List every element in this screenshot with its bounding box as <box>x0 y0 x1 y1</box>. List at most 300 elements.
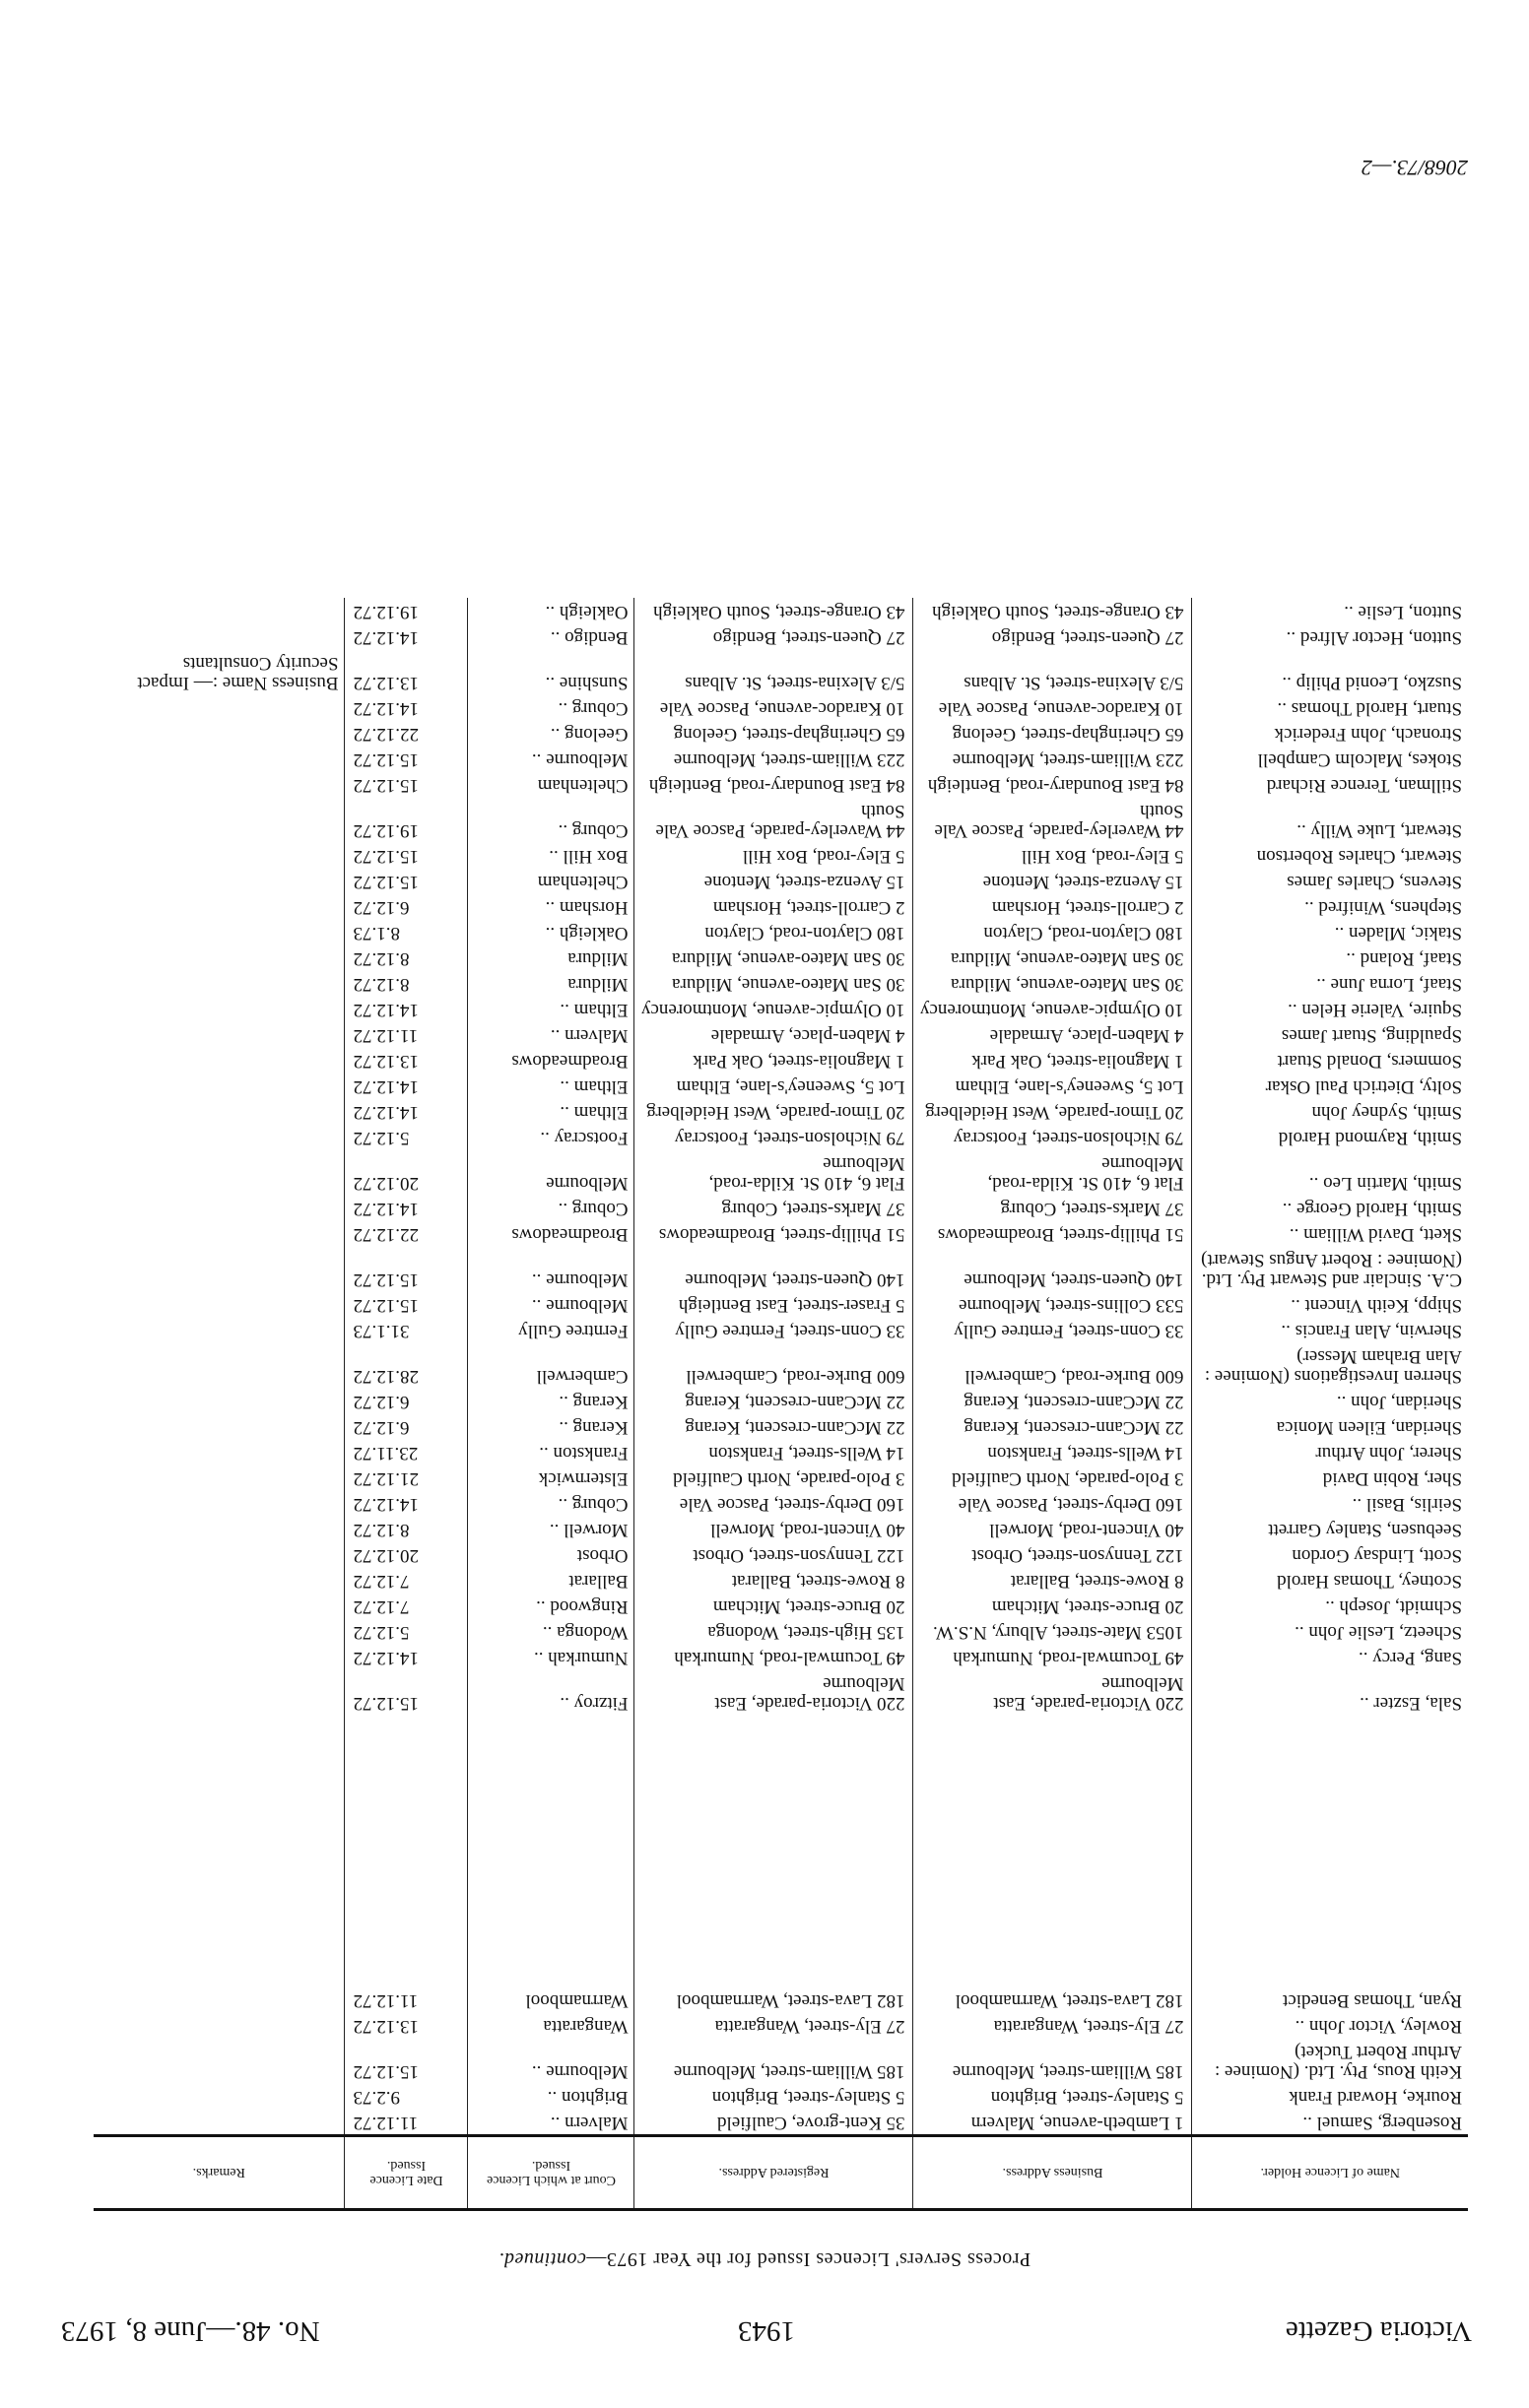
licence-holder-name: Sherren Investigations (Nominee : Alan Braham Messer) <box>1204 1346 1462 1387</box>
registered-address: 5 Stanley-street, Brighton <box>634 2083 913 2109</box>
print-reference: 2068/73.—2 <box>1361 156 1468 180</box>
table-row <box>94 893 1468 919</box>
remarks <box>94 1490 345 1516</box>
registered-address: 140 Queen-street, Melbourne <box>634 1246 913 1291</box>
court: Coburg .. <box>468 1195 634 1220</box>
licence-holder-name: Stewart, Charles Robertson <box>1256 846 1462 867</box>
licence-holder-name: Suszko, Leonid Philip .. <box>1282 673 1462 693</box>
remarks <box>94 797 345 842</box>
registered-address: 43 Orange-street, South Oakleigh <box>634 598 913 623</box>
table-row <box>94 919 1468 944</box>
table-row <box>94 2038 1468 2083</box>
table-row <box>94 842 1468 868</box>
table-row <box>94 1464 1468 1490</box>
registered-address: 160 Derby-street, Pascoe Vale <box>634 1490 913 1516</box>
registered-address: 122 Tennyson-street, Orbost <box>634 1541 913 1567</box>
spacer-row <box>94 1715 1468 1986</box>
date-issued: 14.12.72 <box>345 1644 468 1669</box>
court: Sunshine .. <box>468 649 634 694</box>
table-row <box>94 2012 1468 2038</box>
col-registered-address: Registered Address. <box>634 2136 913 2210</box>
registered-address: 22 McCann-crescent, Kerang <box>634 1413 913 1439</box>
business-address: 22 McCann-crescent, Kerang <box>913 1413 1192 1439</box>
licence-holder-name: Staaf, Roland .. <box>1346 948 1462 969</box>
registered-address: 30 San Mateo-avenue, Mildura <box>634 944 913 970</box>
remarks: Business Name :— Impact Security Consultants <box>94 649 345 694</box>
court: Oakleigh .. <box>468 598 634 623</box>
spacer-cell <box>913 1715 1192 1986</box>
col-business-address: Business Address. <box>913 2136 1192 2210</box>
licence-holder-name: Shipp, Keith Vincent .. <box>1291 1295 1462 1316</box>
licence-holder-name: Spaulding, Stuart James <box>1281 1025 1462 1046</box>
remarks <box>94 1644 345 1669</box>
court: Oakleigh .. <box>468 919 634 944</box>
court: Brighton .. <box>468 2083 634 2109</box>
date-issued: 28.12.72 <box>345 1342 468 1388</box>
remarks <box>94 1073 345 1098</box>
business-address: 33 Conn-street, Ferntree Gully <box>913 1317 1192 1342</box>
licence-holder-name: Ryan, Thomas Benedict <box>1283 1990 1462 2011</box>
remarks <box>94 1541 345 1567</box>
licence-holder-name: Keith Rous, Pty. Ltd. (Nominee : Arthur Robert Tucket) <box>1214 2042 1462 2082</box>
registered-address: 40 Vincent-road, Morwell <box>634 1516 913 1541</box>
date-issued: 22.12.72 <box>345 720 468 746</box>
date-issued: 6.12.72 <box>345 1413 468 1439</box>
date-issued: 11.12.72 <box>345 2109 468 2136</box>
remarks <box>94 1021 345 1047</box>
table-row <box>94 1098 1468 1124</box>
court: Broadmeadows <box>468 1220 634 1246</box>
table-row <box>94 1317 1468 1342</box>
date-issued: 14.12.72 <box>345 996 468 1021</box>
remarks <box>94 2109 345 2136</box>
registered-address: 14 Wells-street, Frankston <box>634 1439 913 1464</box>
business-address: Flat 6, 410 St. Kilda-road, Melbourne <box>913 1149 1192 1195</box>
court: Cheltenham <box>468 868 634 893</box>
licence-holder-name: Sutton, Hector Alfred .. <box>1286 627 1462 648</box>
table-row <box>94 1124 1468 1149</box>
date-issued: 31.1.73 <box>345 1317 468 1342</box>
court: Box Hill .. <box>468 842 634 868</box>
remarks <box>94 1413 345 1439</box>
table-row <box>94 1439 1468 1464</box>
remarks <box>94 1593 345 1618</box>
licence-holder-name: Sala, Eszter .. <box>1360 1693 1462 1714</box>
date-issued: 15.12.72 <box>345 1291 468 1317</box>
date-issued: 14.12.72 <box>345 694 468 720</box>
court: Melbourne .. <box>468 2038 634 2083</box>
date-issued: 15.12.72 <box>345 1669 468 1715</box>
registered-address: 33 Conn-street, Ferntree Gully <box>634 1317 913 1342</box>
licence-holder-name: Stevens, Charles James <box>1287 872 1462 892</box>
business-address: 223 William-street, Melbourne <box>913 746 1192 771</box>
table-row <box>94 797 1468 842</box>
licence-holder-name: Stillman, Terence Richard <box>1266 775 1462 796</box>
date-issued: 14.12.72 <box>345 623 468 649</box>
court: Orbost <box>468 1541 634 1567</box>
table-row <box>94 1195 1468 1220</box>
remarks <box>94 1098 345 1124</box>
court: Wodonga .. <box>468 1618 634 1644</box>
remarks <box>94 2038 345 2083</box>
table-row <box>94 1073 1468 1098</box>
table-row <box>94 868 1468 893</box>
date-issued: 19.12.72 <box>345 797 468 842</box>
remarks <box>94 1464 345 1490</box>
licence-holder-name: Smith, Sydney John <box>1311 1102 1462 1123</box>
remarks <box>94 1149 345 1195</box>
court: Warrnambool <box>468 1986 634 2012</box>
registered-address: 2 Carroll-street, Horsham <box>634 893 913 919</box>
date-issued: 15.12.72 <box>345 771 468 797</box>
business-address: 22 McCann-crescent, Kerang <box>913 1388 1192 1413</box>
registered-address: 20 Timor-parade, West Heidelberg <box>634 1098 913 1124</box>
table-row <box>94 623 1468 649</box>
remarks <box>94 1669 345 1715</box>
date-issued: 9.2.73 <box>345 2083 468 2109</box>
remarks <box>94 1124 345 1149</box>
court: Footscray .. <box>468 1124 634 1149</box>
remarks <box>94 2083 345 2109</box>
business-address: 30 San Mateo-avenue, Mildura <box>913 944 1192 970</box>
court: Numurkah .. <box>468 1644 634 1669</box>
registered-address: 22 McCann-crescent, Kerang <box>634 1388 913 1413</box>
court: Eltham .. <box>468 1098 634 1124</box>
business-address: 5 Eley-road, Box Hill <box>913 842 1192 868</box>
remarks <box>94 623 345 649</box>
table-row <box>94 1986 1468 2012</box>
remarks <box>94 1388 345 1413</box>
business-address: Lot 5, Sweeney's-lane, Eltham <box>913 1073 1192 1098</box>
business-address: 182 Lava-street, Warrnambool <box>913 1986 1192 2012</box>
registered-address: 185 William-street, Melbourne <box>634 2038 913 2083</box>
remarks <box>94 842 345 868</box>
business-address: 20 Timor-parade, West Heidelberg <box>913 1098 1192 1124</box>
remarks <box>94 598 345 623</box>
remarks <box>94 720 345 746</box>
date-issued: 20.12.72 <box>345 1541 468 1567</box>
date-issued: 15.12.72 <box>345 2038 468 2083</box>
remarks <box>94 893 345 919</box>
licence-holder-name: Seirlis, Basil .. <box>1352 1494 1462 1515</box>
date-issued: 8.1.73 <box>345 919 468 944</box>
registered-address: 5 Eley-road, Box Hill <box>634 842 913 868</box>
date-issued: 5.12.72 <box>345 1124 468 1149</box>
remarks <box>94 1439 345 1464</box>
date-issued: 19.12.72 <box>345 598 468 623</box>
registered-address: 35 Kent-grove, Caulfield <box>634 2109 913 2136</box>
court: Kerang .. <box>468 1413 634 1439</box>
business-address: 84 East Boundary-road, Bentleigh <box>913 771 1192 797</box>
court: Cheltenham <box>468 771 634 797</box>
court: Frankston .. <box>468 1439 634 1464</box>
table-row <box>94 1644 1468 1669</box>
table-row <box>94 1618 1468 1644</box>
spacer-cell <box>468 1715 634 1986</box>
business-address: 5 Stanley-street, Brighton <box>913 2083 1192 2109</box>
date-issued: 14.12.72 <box>345 1073 468 1098</box>
date-issued: 5.12.72 <box>345 1618 468 1644</box>
table-row <box>94 1342 1468 1388</box>
date-issued: 15.12.72 <box>345 842 468 868</box>
masthead <box>61 2308 1472 2347</box>
date-issued: 14.12.72 <box>345 1195 468 1220</box>
court: Ballarat <box>468 1567 634 1593</box>
business-address: 79 Nicholson-street, Footscray <box>913 1124 1192 1149</box>
col-name: Name of Licence Holder. <box>1192 2136 1468 2210</box>
business-address: 65 Gheringhap-street, Geelong <box>913 720 1192 746</box>
remarks <box>94 1516 345 1541</box>
business-address: 14 Wells-street, Frankston <box>913 1439 1192 1464</box>
table-row <box>94 1541 1468 1567</box>
licence-holder-name: Stewart, Luke Willy .. <box>1296 820 1462 841</box>
registered-address: 49 Tocumwal-road, Numurkah <box>634 1644 913 1669</box>
table-row <box>94 1220 1468 1246</box>
business-address: 44 Waverley-parade, Pascoe Vale South <box>913 797 1192 842</box>
court: Ferntree Gully <box>468 1317 634 1342</box>
table-row <box>94 720 1468 746</box>
registered-address: 8 Rowe-street, Ballarat <box>634 1567 913 1593</box>
business-address: 185 William-street, Melbourne <box>913 2038 1192 2083</box>
date-issued: 15.12.72 <box>345 868 468 893</box>
table-row <box>94 1490 1468 1516</box>
date-issued: 13.12.72 <box>345 2012 468 2038</box>
spacer-cell <box>1192 1715 1468 1986</box>
date-issued: 6.12.72 <box>345 1388 468 1413</box>
licence-holder-name: Skett, David William .. <box>1289 1224 1462 1245</box>
remarks <box>94 2012 345 2038</box>
table-row <box>94 996 1468 1021</box>
registered-address: 20 Bruce-street, Mitcham <box>634 1593 913 1618</box>
court: Malvern .. <box>468 2109 634 2136</box>
court: Morwell .. <box>468 1516 634 1541</box>
business-address: 10 Karadoc-avenue, Pascoe Vale <box>913 694 1192 720</box>
date-issued: 11.12.72 <box>345 1986 468 2012</box>
registered-address: 44 Waverley-parade, Pascoe Vale South <box>634 797 913 842</box>
table-row <box>94 1413 1468 1439</box>
licence-holder-name: Rosenberg, Samuel .. <box>1302 2113 1462 2133</box>
court: Horsham .. <box>468 893 634 919</box>
date-issued: 15.12.72 <box>345 1246 468 1291</box>
registered-address: 30 San Mateo-avenue, Mildura <box>634 970 913 996</box>
remarks <box>94 771 345 797</box>
court: Camberwell <box>468 1342 634 1388</box>
licence-holder-name: Sherer, John Arthur <box>1315 1443 1462 1464</box>
date-issued: 20.12.72 <box>345 1149 468 1195</box>
licence-holder-name: Staaf, Lorna June .. <box>1316 974 1462 995</box>
date-issued: 23.11.72 <box>345 1439 468 1464</box>
remarks <box>94 694 345 720</box>
business-address: 533 Collins-street, Melbourne <box>913 1291 1192 1317</box>
remarks <box>94 1618 345 1644</box>
registered-address: 10 Karadoc-avenue, Pascoe Vale <box>634 694 913 720</box>
table-row <box>94 1047 1468 1073</box>
business-address: 15 Avenza-street, Mentone <box>913 868 1192 893</box>
business-address: 122 Tennyson-street, Orbost <box>913 1541 1192 1567</box>
court: Wangaratta <box>468 2012 634 2038</box>
date-issued: 6.12.72 <box>345 893 468 919</box>
court: Melbourne .. <box>468 746 634 771</box>
court: Kerang .. <box>468 1388 634 1413</box>
table-row <box>94 1516 1468 1541</box>
table-row <box>94 1246 1468 1291</box>
licence-holder-name: Scott, Lindsay Gordon <box>1292 1545 1462 1566</box>
date-issued: 22.12.72 <box>345 1220 468 1246</box>
date-issued: 7.12.72 <box>345 1567 468 1593</box>
table-row <box>94 1149 1468 1195</box>
licence-holder-name: Scotney, Thomas Harold <box>1277 1571 1462 1592</box>
court: Ringwood .. <box>468 1593 634 1618</box>
remarks <box>94 970 345 996</box>
date-issued: 7.12.72 <box>345 1593 468 1618</box>
licence-holder-name: Rourke, Howard Frank <box>1289 2087 1462 2108</box>
licence-holder-name: Rowley, Victor John .. <box>1295 2016 1462 2037</box>
date-issued: 21.12.72 <box>345 1464 468 1490</box>
registered-address: 27 Queen-street, Bendigo <box>634 623 913 649</box>
col-court: Court at which Licence Issued. <box>468 2136 634 2210</box>
registered-address: 220 Victoria-parade, East Melbourne <box>634 1669 913 1715</box>
table-row <box>94 1021 1468 1047</box>
registered-address: 79 Nicholson-street, Footscray <box>634 1124 913 1149</box>
licences-table <box>94 598 1468 2211</box>
table-row <box>94 1669 1468 1715</box>
spacer-cell <box>94 1715 345 1986</box>
date-issued: 8.12.72 <box>345 970 468 996</box>
court: Coburg .. <box>468 797 634 842</box>
table-row <box>94 944 1468 970</box>
licence-holder-name: Stephens, Winifred .. <box>1304 897 1462 918</box>
court: Mildura <box>468 970 634 996</box>
registered-address: 1 Magnolia-street, Oak Park <box>634 1047 913 1073</box>
table-row <box>94 771 1468 797</box>
business-address: 2 Carroll-street, Horsham <box>913 893 1192 919</box>
court: Coburg .. <box>468 1490 634 1516</box>
remarks <box>94 1195 345 1220</box>
title-continued: continued. <box>498 2248 586 2270</box>
business-address: 1 Lambeth-avenue, Malvern <box>913 2109 1192 2136</box>
licence-holder-name: Stakic, Mladen .. <box>1334 923 1462 944</box>
court: Bendigo .. <box>468 623 634 649</box>
date-issued: 8.12.72 <box>345 1516 468 1541</box>
business-address: 40 Vincent-road, Morwell <box>913 1516 1192 1541</box>
remarks <box>94 1567 345 1593</box>
table-title <box>0 2247 1529 2270</box>
remarks <box>94 1291 345 1317</box>
business-address: 49 Tocumwal-road, Numurkah <box>913 1644 1192 1669</box>
date-issued: 11.12.72 <box>345 1021 468 1047</box>
business-address: 220 Victoria-parade, East Melbourne <box>913 1669 1192 1715</box>
licence-holder-name: Seebusen, Stanley Garrett <box>1268 1520 1462 1540</box>
col-remarks: Remarks. <box>94 2136 345 2210</box>
licence-holder-name: Sommers, Donald Stuart <box>1277 1051 1462 1072</box>
remarks <box>94 1342 345 1388</box>
business-address: 8 Rowe-street, Ballarat <box>913 1567 1192 1593</box>
business-address: 600 Burke-road, Camberwell <box>913 1342 1192 1388</box>
business-address: 1 Magnolia-street, Oak Park <box>913 1047 1192 1073</box>
table-row <box>94 1593 1468 1618</box>
court: Eltham .. <box>468 996 634 1021</box>
date-issued: 14.12.72 <box>345 1098 468 1124</box>
table-row <box>94 2109 1468 2136</box>
business-address: 27 Queen-street, Bendigo <box>913 623 1192 649</box>
licence-holder-name: Sherwin, Alan Francis .. <box>1281 1321 1462 1341</box>
remarks <box>94 1220 345 1246</box>
licence-holder-name: Sheridan, Eileen Monica <box>1276 1417 1462 1438</box>
business-address: 27 Ely-street, Wangaratta <box>913 2012 1192 2038</box>
registered-address: 180 Clayton-road, Clayton <box>634 919 913 944</box>
court: Melbourne <box>468 1149 634 1195</box>
date-issued: 13.12.72 <box>345 649 468 694</box>
licence-holder-name: Sang, Percy .. <box>1358 1648 1462 1668</box>
registered-address: 4 Maben-place, Armadale <box>634 1021 913 1047</box>
publication-name: Victoria Gazette <box>1285 2315 1472 2347</box>
court: Broadmeadows <box>468 1047 634 1073</box>
registered-address: 600 Burke-road, Camberwell <box>634 1342 913 1388</box>
issue-date: No. 48.—June 8, 1973 <box>61 2315 320 2347</box>
business-address: 1053 Mate-street, Albury, N.S.W. <box>913 1618 1192 1644</box>
registered-address: 223 William-street, Melbourne <box>634 746 913 771</box>
registered-address: 65 Gheringhap-street, Geelong <box>634 720 913 746</box>
table-row <box>94 970 1468 996</box>
licence-holder-name: Sheridan, John .. <box>1336 1392 1462 1412</box>
registered-address: 27 Ely-street, Wangaratta <box>634 2012 913 2038</box>
registered-address: 182 Lava-street, Warrnambool <box>634 1986 913 2012</box>
business-address: 30 San Mateo-avenue, Mildura <box>913 970 1192 996</box>
licence-holder-name: Schmidt, Joseph .. <box>1325 1596 1462 1617</box>
business-address: 140 Queen-street, Melbourne <box>913 1246 1192 1291</box>
date-issued: 13.12.72 <box>345 1047 468 1073</box>
licence-holder-name: C.A. Sinclair and Stewart Pty. Ltd. (Nominee : Robert Angus Stewart) <box>1201 1250 1462 1290</box>
licence-holder-name: Scheetz, Leslie John .. <box>1295 1622 1462 1643</box>
business-address: 37 Marks-street, Coburg <box>913 1195 1192 1220</box>
business-address: 3 Polo-parade, North Caulfield <box>913 1464 1192 1490</box>
table-row <box>94 598 1468 623</box>
business-address: 51 Phillip-street, Broadmeadows <box>913 1220 1192 1246</box>
licence-holder-name: Sher, Robin David <box>1322 1468 1462 1489</box>
spacer-cell <box>634 1715 913 1986</box>
licence-holder-name: Solty, Dietrich Paul Oskar <box>1265 1076 1462 1097</box>
court: Malvern .. <box>468 1021 634 1047</box>
remarks <box>94 746 345 771</box>
table-row <box>94 1388 1468 1413</box>
licence-holder-name: Stuart, Harold Thomas .. <box>1277 698 1462 719</box>
court: Melbourne .. <box>468 1291 634 1317</box>
registered-address: 135 High-street, Wodonga <box>634 1618 913 1644</box>
table-row <box>94 2083 1468 2109</box>
table-row <box>94 1567 1468 1593</box>
licence-holder-name: Stronach, John Frederick <box>1274 724 1462 745</box>
table-row <box>94 1291 1468 1317</box>
spacer-cell <box>345 1715 468 1986</box>
business-address: 180 Clayton-road, Clayton <box>913 919 1192 944</box>
licence-holder-name: Squire, Valerie Helen .. <box>1288 1000 1462 1020</box>
remarks <box>94 996 345 1021</box>
registered-address: Lot 5, Sweeney's-lane, Eltham <box>634 1073 913 1098</box>
licence-holder-name: Sutton, Leslie .. <box>1344 602 1462 622</box>
registered-address: 10 Olympic-avenue, Montmorency <box>634 996 913 1021</box>
table-row <box>94 746 1468 771</box>
court: Elsternwick <box>468 1464 634 1490</box>
date-issued: 8.12.72 <box>345 944 468 970</box>
court: Mildura <box>468 944 634 970</box>
remarks <box>94 1047 345 1073</box>
licence-holder-name: Stokes, Malcolm Campbell <box>1257 749 1462 770</box>
registered-address: 37 Marks-street, Coburg <box>634 1195 913 1220</box>
remarks <box>94 1317 345 1342</box>
table-row <box>94 694 1468 720</box>
business-address: 43 Orange-street, South Oakleigh <box>913 598 1192 623</box>
business-address: 4 Maben-place, Armadale <box>913 1021 1192 1047</box>
